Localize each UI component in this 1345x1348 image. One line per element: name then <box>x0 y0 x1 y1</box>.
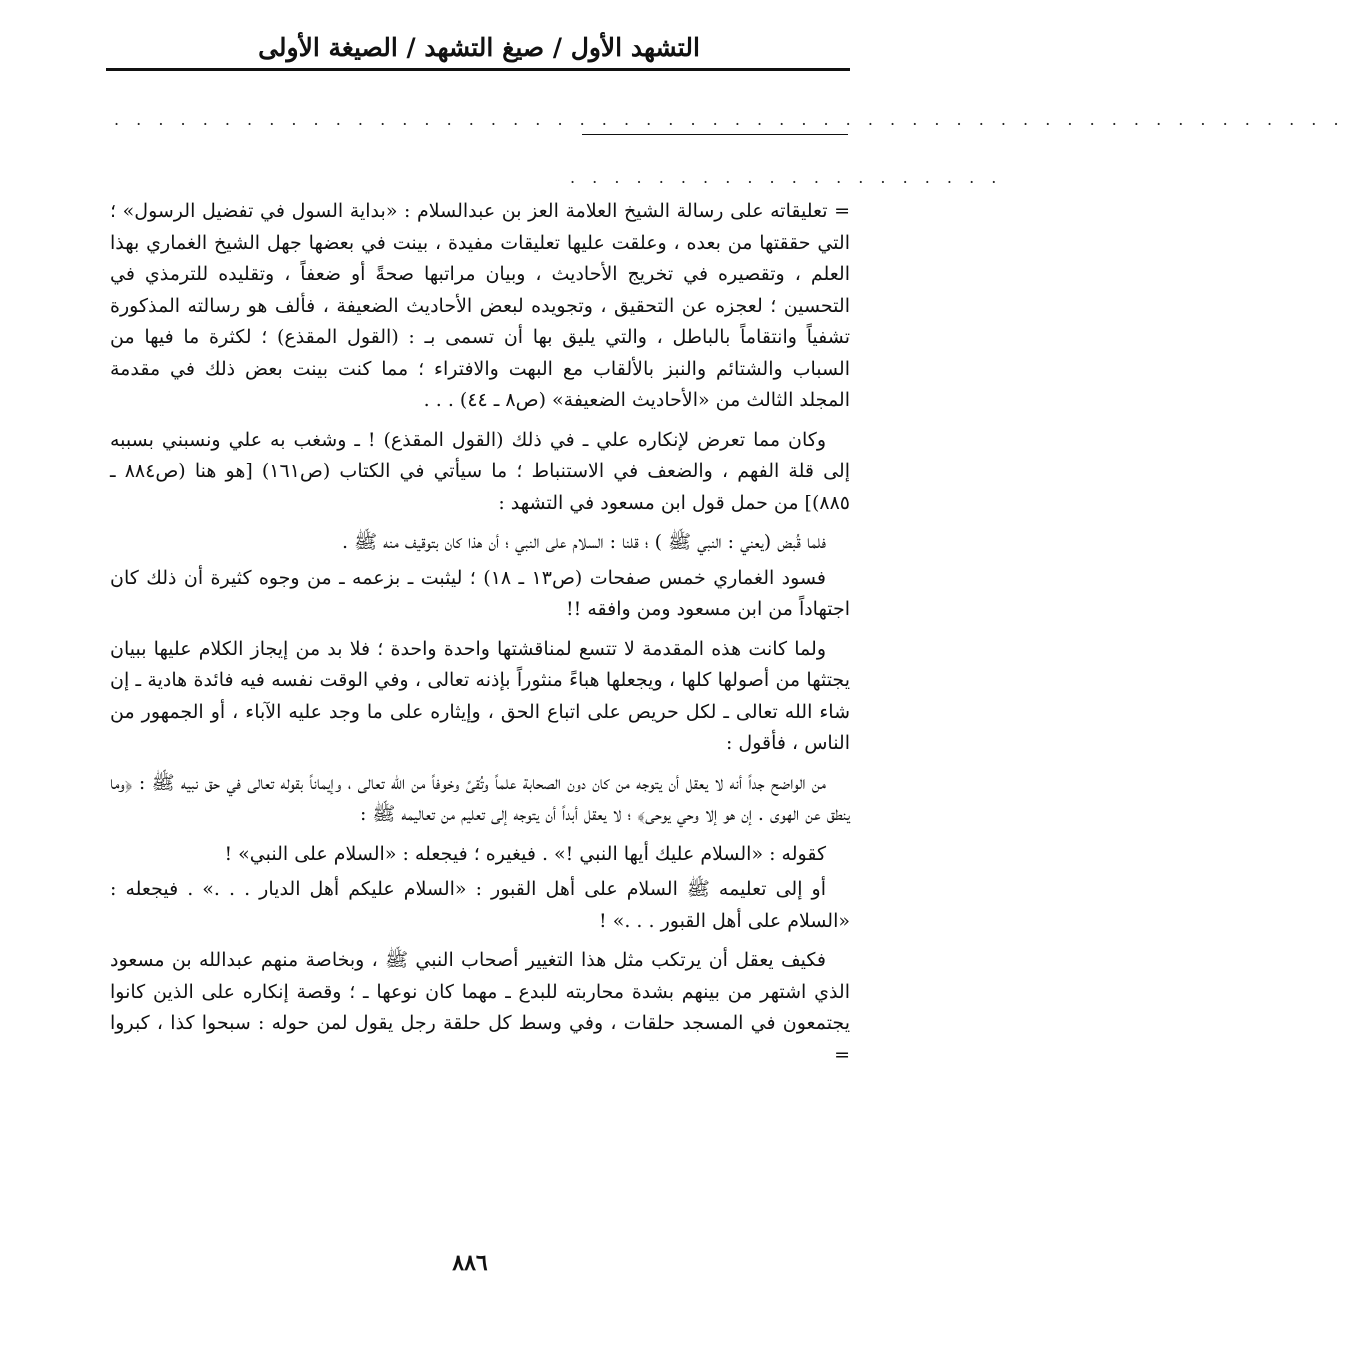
paragraph: فكيف يعقل أن يرتكب مثل هذا التغيير أصحاب النبي ﷺ ، وبخاصة منهم عبدالله بن مسعود الذي اشتهر من بينهم بشدة محاربته للبدع ـ مهما كان نوعها ـ ؛ وقصة إنكاره على الذين كانوا يجتمعون في المسجد حلقات ، وفي وسط كل حلقة رجل يقول لمن حوله : سبحوا كذا ، كبروا = <box>110 949 850 1066</box>
quote-line: كقوله : «السلام عليك أيها النبي !» . فيغيره ؛ فيجعله : «السلام على النبي» ! <box>224 842 826 865</box>
paragraph-continuation: = تعليقاته على رسالة الشيخ العلامة العز بن عبدالسلام : «بداية السول في تفضيل الرسول» ؛ التي حققتها من بعده ، وعلقت عليها تعليقات مفيدة ، بينت في بعضها جهل الشيخ الغماري بهذا العلم ، وتقصيره في تخريج الأحاديث ، وبيان مراتبها صحةً أو ضعفاً ، وتقليده للترمذي في التحسين ؛ لعجزه عن التحقيق ، وتجويده لبعض الأحاديث الضعيفة ، فألف هو رسالته المذكورة تشفياً وانتقاماً بالباطل ، والتي يليق بها أن تسمى بـ : (القول المقذع) ؛ لكثرة ما فيها من السباب والشتائم والنبز بالألقاب مع البهت والافتراء ؛ مما كنت بينت بعض ذلك في مقدمة المجلد الثالث من «الأحاديث الضعيفة» (ص٨ ـ ٤٤) . . . <box>110 200 850 411</box>
running-header: التشهد الأول / صيغ التشهد / الصيغة الأولى <box>258 33 700 62</box>
paragraph: أو إلى تعليمه ﷺ السلام على أهل القبور : «السلام عليكم أهل الديار . . .» . فيجعله : «السلام على أهل القبور . . .» ! <box>110 878 850 932</box>
footnote-dotted-separator: . . . . . . . . . . . . . . . . . . . . <box>570 168 1003 187</box>
footnote-rule <box>582 134 848 135</box>
body-text <box>110 196 850 1079</box>
dotted-separator: . . . . . . . . . . . . . . . . . . . . . . . . . . . . . . . . . . . . . . . . . . . . . . . . . . . . . . . . <box>114 110 1345 129</box>
paragraph: وكان مما تعرض لإنكاره علي ـ في ذلك (القول المقذع) ! ـ وشغب به علي ونسبني بسببه إلى قلة الفهم ، والضعف في الاستنباط ؛ ما سيأتي في الكتاب (ص١٦١) [هو هنا (ص٨٨٤ ـ ٨٨٥)] من حمل قول ابن مسعود في التشهد : <box>110 428 850 514</box>
page-number: ٨٨٦ <box>452 1250 488 1276</box>
quote-line: فلما قُبض (يعني : النبي ﷺ ) ؛ قلنا : السلام على النبي ؛ أن هذا كان بتوقيف منه ﷺ . <box>342 531 826 553</box>
paragraph: فسود الغماري خمس صفحات (ص١٣ ـ ١٨) ؛ ليثبت ـ بزعمه ـ من وجوه كثيرة أن ذلك كان اجتهاداً من ابن مسعود ومن وافقه !! <box>110 566 850 620</box>
paragraph: ولما كانت هذه المقدمة لا تتسع لمناقشتها واحدة واحدة ؛ فلا بد من إيجاز الكلام عليها ببيان يجتثها من أصولها كلها ، ويجعلها هباءً منثوراً بإذنه تعالى ، وفي الوقت نفسه فيه فائدة هادية ـ إن شاء الله تعالى ـ لكل حريص على اتباع الحق ، وإيثاره على ما وجد عليه الآباء ، أو الجمهور من الناس ، فأقول : <box>110 637 850 754</box>
header-rule <box>106 68 850 71</box>
paragraph: من الواضح جداً أنه لا يعقل أن يتوجه من كان دون الصحابة علماً وتُقىً وخوفاً من الله تعالى ، وإيماناً بقوله تعالى في حق نبيه ﷺ : ﴿وما ينطق عن الهوى . إن هو إلا وحي يوحى﴾ ؛ لا يعقل أبداً أن يتوجه إلى تعليم من تعاليمه ﷺ : <box>110 771 850 825</box>
